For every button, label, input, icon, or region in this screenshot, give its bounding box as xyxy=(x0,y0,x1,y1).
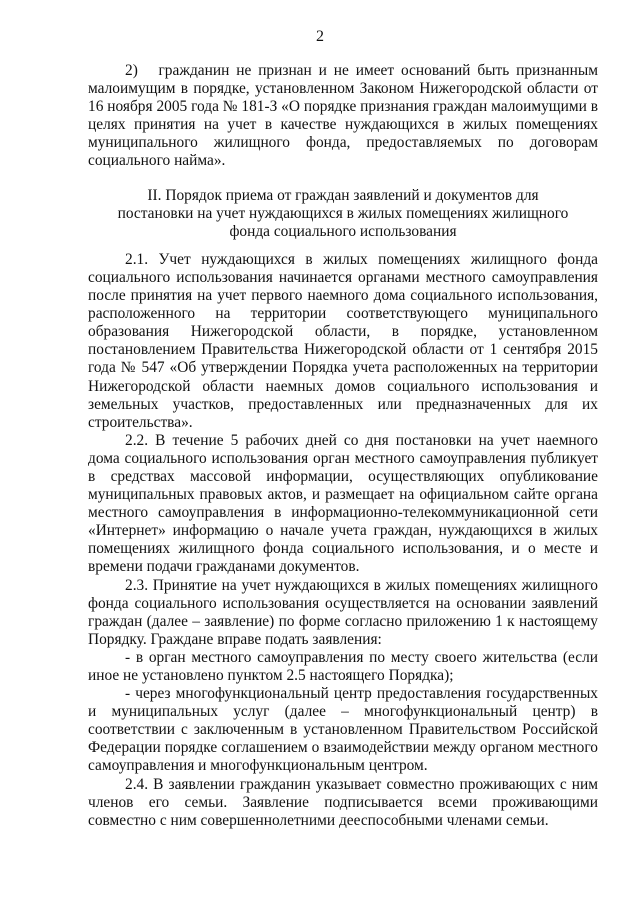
paragraph-2-1: 2.1. Учет нуждающихся в жилых помещениях жилищного фонда социального использования начинается органами местного самоуправления после принятия на учет первого наемного дома социального использования, расположенного на территории соответствующего муниципального образования Нижегородской области, в порядке, установленном постановлением Правительства Нижегородской области от 1 сентября 2015 года № 547 «Об утверждении Порядка учета расположенных на территории Нижегородской области наемных домов социального использования и земельных участков, предоставленных или предназначенных для их строительства». xyxy=(88,250,598,431)
paragraph-2-4: 2.4. В заявлении гражданин указывает совместно проживающих с ним членов его семьи. Заявление подписывается всеми проживающими совместно с ним совершеннолетними дееспособными членами семьи. xyxy=(88,775,598,829)
paragraph-2-2: 2.2. В течение 5 рабочих дней со дня постановки на учет наемного дома социального использования орган местного самоуправления публикует в средствах массовой информации, осуществляющих опубликование муниципальных правовых актов, и размещает на официальном сайте органа местного самоуправления в информационно-телекоммуникационной сети «Интернет» информацию о начале учета граждан, нуждающихся в жилых помещениях жилищного фонда социального использования, и о месте и времени подачи гражданами документов. xyxy=(88,431,598,576)
section-heading-2: II. Порядок приема от граждан заявлений и документов для постановки на учет нуждающихся в жилых помещениях жилищного фонда социального использования xyxy=(117,186,569,240)
paragraph-item-2: 2) гражданин не признан и не имеет оснований быть признанным малоимущим в порядке, установленном Законом Нижегородской области от 16 ноября 2005 года № 181-З «О порядке признания граждан малоимущими в целях принятия на учет в качестве нуждающихся в жилых помещениях муниципального жилищного фонда, предоставляемых по договорам социального найма». xyxy=(88,62,598,170)
list-item-local-authority: - в орган местного самоуправления по месту своего жительства (если иное не установлено пунктом 2.5 настоящего Порядка); xyxy=(88,648,598,684)
paragraph-2-3: 2.3. Принятие на учет нуждающихся в жилых помещениях жилищного фонда социального использования осуществляется на основании заявлений граждан (далее – заявление) по форме согласно приложению 1 к настоящему Порядку. Граждане вправе подать заявления: xyxy=(88,576,598,648)
page-number: 2 xyxy=(316,28,324,45)
list-item-mfc: - через многофункциональный центр предоставления государственных и муниципальных услуг (далее – многофункциональный центр) в соответствии с заключенным в установленном Правительством Российской Федерации порядке соглашением о взаимодействии между органом местного самоуправления и многофункциональным центром. xyxy=(88,685,598,775)
document-body xyxy=(88,62,598,830)
